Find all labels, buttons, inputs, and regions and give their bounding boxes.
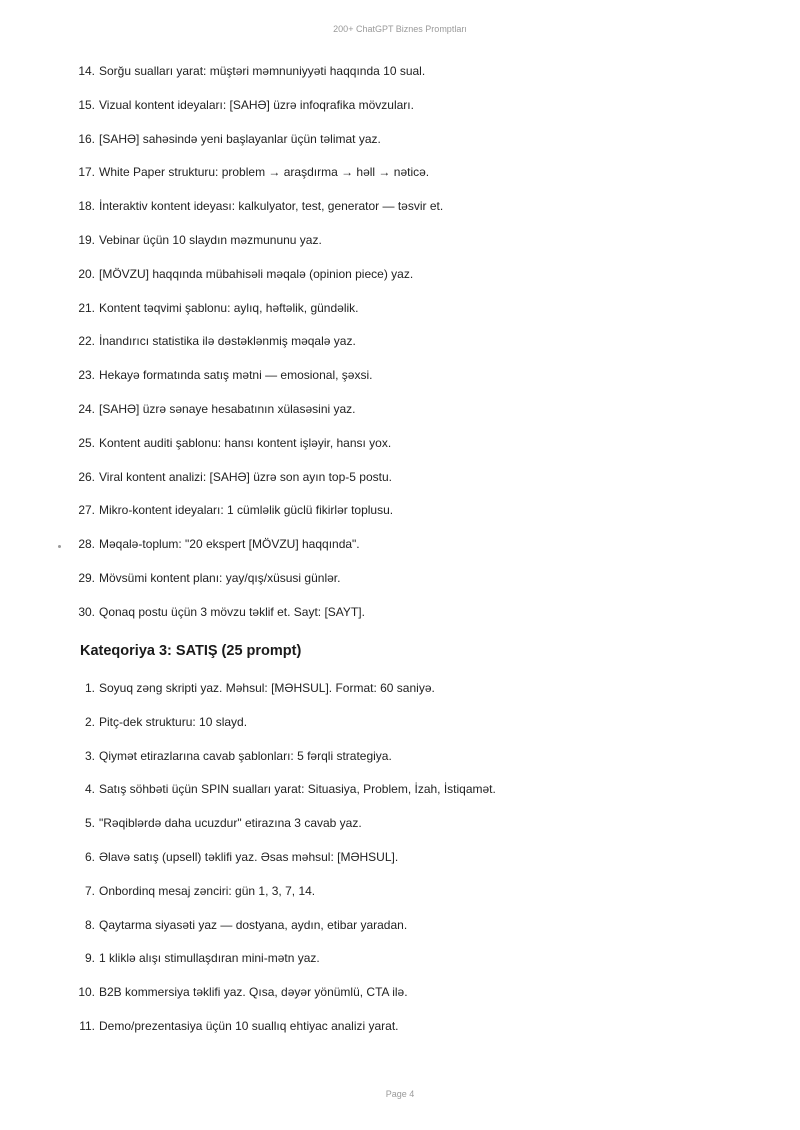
item-number: 5. (84, 816, 95, 831)
item-text: [MÖVZU] haqqında mübahisəli məqalə (opinion piece) yaz. (99, 266, 414, 281)
item-number: 7. (84, 883, 95, 898)
item-text: İnandırıcı statistika ilə dəstəklənmiş məqalə yaz. (99, 334, 356, 349)
item-number: 18. (78, 199, 95, 214)
list-item (0, 603, 800, 637)
list-item (0, 434, 800, 468)
item-number: 25. (78, 435, 95, 450)
list-item (0, 163, 800, 197)
item-number: 9. (84, 951, 95, 966)
list-item (0, 916, 800, 950)
item-text: Satış söhbəti üçün SPIN sualları yarat: Situasiya, Problem, İzah, İstiqamət. (99, 782, 496, 797)
item-text: Mövsümi kontent planı: yay/qış/xüsusi günlər. (99, 570, 341, 585)
item-number: 27. (78, 503, 95, 518)
page-header-title: 200+ ChatGPT Biznes Promptları (333, 24, 467, 34)
item-text: 1 kliklə alışı stimullaşdıran mini-mətn yaz. (99, 951, 320, 966)
list-item (0, 62, 800, 96)
item-number: 22. (78, 334, 95, 349)
list-item (0, 96, 800, 130)
list-item (0, 400, 800, 434)
item-text: Pitç-dek strukturu: 10 slayd. (99, 714, 248, 729)
item-number: 24. (78, 401, 95, 416)
item-number: 4. (84, 782, 95, 797)
item-text: Onbordinq mesaj zənciri: gün 1, 3, 7, 14. (99, 883, 316, 898)
item-text: "Rəqiblərdə daha ucuzdur" etirazına 3 cavab yaz. (99, 816, 362, 831)
list-item (0, 299, 800, 333)
list-item (0, 332, 800, 366)
item-text: Viral kontent analizi: [SAHƏ] üzrə son ayın top-5 postu. (99, 469, 392, 484)
item-number: 20. (78, 266, 95, 281)
item-text: Hekayə formatında satış mətni — emosional, şəxsi. (99, 368, 373, 383)
list-item (0, 780, 800, 814)
list-item (0, 130, 800, 164)
item-number: 15. (78, 97, 95, 112)
list-item (0, 983, 800, 1017)
item-number: 14. (78, 64, 95, 78)
item-text: [SAHƏ] sahəsində yeni başlayanlar üçün təlimat yaz. (99, 131, 381, 146)
item-text: Məqalə-toplum: "20 ekspert [MÖVZU] haqqında". (99, 537, 360, 552)
list-item (0, 535, 800, 569)
item-number: 28. (78, 537, 95, 552)
list-item (0, 231, 800, 265)
item-text: [SAHƏ] üzrə sənaye hesabatının xülasəsini yaz. (99, 401, 356, 416)
item-number: 16. (78, 131, 95, 146)
list-item (0, 501, 800, 535)
item-text: Kontent auditi şablonu: hansı kontent işləyir, hansı yox. (99, 435, 392, 450)
item-number: 3. (84, 748, 95, 763)
list-item (0, 197, 800, 231)
item-text: Mikro-kontent ideyaları: 1 cümləlik güclü fikirlər toplusu. (99, 503, 394, 518)
item-number: 11. (79, 1018, 95, 1033)
list-item (0, 814, 800, 848)
item-text: Qonaq postu üçün 3 mövzu təklif et. Sayt: [SAYT]. (99, 604, 365, 619)
item-number: 10. (78, 985, 95, 1000)
list-item (0, 1017, 800, 1051)
item-number: 21. (78, 300, 95, 315)
list-item (0, 747, 800, 781)
item-text: B2B kommersiya təklifi yaz. Qısa, dəyər yönümlü, CTA ilə. (99, 985, 408, 1000)
item-text: Kontent təqvimi şablonu: aylıq, həftəlik, gündəlik. (99, 300, 359, 315)
list-item (0, 949, 800, 983)
item-text: Vizual kontent ideyaları: [SAHƏ] üzrə infoqrafika mövzuları. (99, 97, 414, 112)
list-item (0, 679, 800, 713)
item-text: Sorğu sualları yarat: müştəri məmnuniyyəti haqqında 10 sual. (99, 64, 426, 78)
list-item (0, 882, 800, 916)
item-number: 6. (84, 849, 95, 864)
list-item (0, 366, 800, 400)
list-item (0, 468, 800, 502)
item-number: 26. (78, 469, 95, 484)
item-number: 29. (78, 570, 95, 585)
item-number: 17. (78, 165, 95, 180)
item-number: 19. (78, 232, 95, 247)
item-text: Qaytarma siyasəti yaz — dostyana, aydın, etibar yaradan. (99, 917, 408, 932)
prompt-list-content (0, 62, 800, 637)
item-number: 8. (84, 917, 95, 932)
item-text: Əlavə satış (upsell) təklifi yaz. Əsas məhsul: [MƏHSUL]. (99, 849, 399, 864)
item-text: Soyuq zəng skripti yaz. Məhsul: [MƏHSUL]. Format: 60 saniyə. (99, 681, 435, 695)
list-item (0, 265, 800, 299)
item-number: 2. (84, 714, 95, 729)
item-number: 30. (78, 604, 95, 619)
item-text: Demo/prezentasiya üçün 10 suallıq ehtiyac analizi yarat. (99, 1018, 399, 1033)
item-number: 23. (78, 368, 95, 383)
item-text: Qiymət etirazlarına cavab şablonları: 5 fərqli strategiya. (99, 748, 392, 763)
item-text: White Paper strukturu: problem → araşdırma → həll → nəticə. (99, 165, 430, 180)
list-item (0, 713, 800, 747)
item-text: İnteraktiv kontent ideyası: kalkulyator, test, generator — təsvir et. (99, 199, 444, 214)
item-text: Vebinar üçün 10 slaydın məzmununu yaz. (99, 232, 322, 247)
section-heading: Kateqoriya 3: SATIŞ (25 prompt) (80, 643, 302, 659)
list-item (0, 569, 800, 603)
prompt-list-sales (0, 679, 800, 1051)
list-item (0, 848, 800, 882)
item-number: 1. (84, 681, 95, 695)
page-number: Page 4 (385, 1089, 415, 1099)
